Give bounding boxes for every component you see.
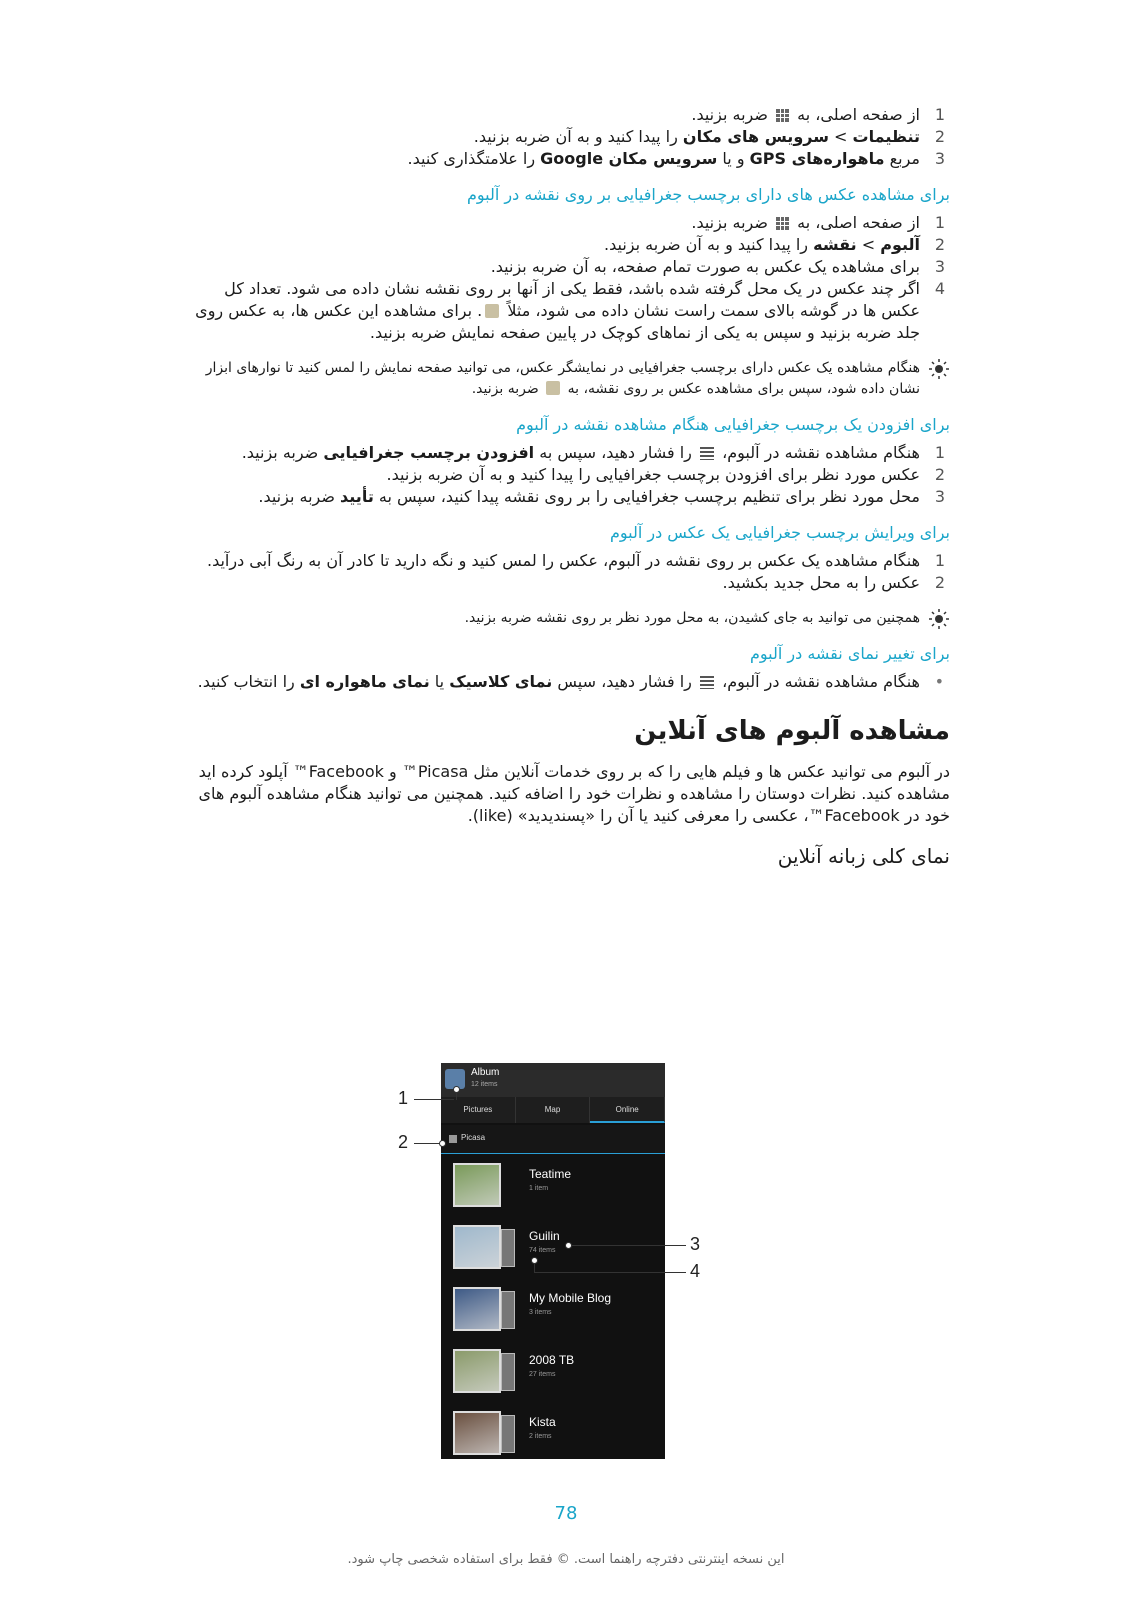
step: 1 از صفحه اصلی، به ضربه بزنید. bbox=[190, 104, 950, 126]
section-title: برای مشاهده عکس های دارای برچسب جغرافیایی بر روی نقشه در آلبوم bbox=[466, 185, 950, 204]
album-name: 2008 TB bbox=[529, 1353, 575, 1367]
album-item-count: 2 items bbox=[529, 1433, 552, 1440]
section-title: برای تغییر نمای نقشه در آلبوم bbox=[749, 644, 950, 663]
album-name: Teatime bbox=[529, 1167, 572, 1181]
step-number: 1 bbox=[934, 213, 946, 232]
step: 2 عکس را به محل جدید بکشید. bbox=[190, 572, 950, 594]
album-item-count: 1 item bbox=[529, 1185, 549, 1192]
album-thumbnail bbox=[453, 1163, 501, 1207]
step-number: 2 bbox=[934, 573, 946, 592]
step-number: 3 bbox=[934, 487, 946, 506]
service-label: Picasa bbox=[461, 1133, 486, 1142]
album-thumbnail bbox=[453, 1287, 501, 1331]
menu-icon bbox=[700, 676, 714, 689]
step: 1 هنگام مشاهده یک عکس بر روی نقشه در آلبوم، عکس را لمس کنید و نگه دارید تا کادر آن به رنگ آبی درآید. bbox=[190, 550, 950, 572]
photo-count-icon bbox=[485, 304, 499, 318]
callout-line bbox=[414, 1099, 454, 1100]
step: 3 محل مورد نظر برای تنظیم برچسب جغرافیایی را بر روی نقشه پیدا کنید، سپس به تأیید ضربه بزنید. bbox=[190, 486, 950, 508]
tip-note: هنگام مشاهده یک عکس دارای برچسب جغرافیایی در نمایشگر عکس، می توانید صفحه نمایش را لمس کنید تا نوارهای ابزار نشان داده شود، سپس برای مشاهده عکس بر روی نقشه، به ضربه بزنید. bbox=[190, 358, 950, 400]
app-grid-icon bbox=[776, 109, 789, 122]
tip-note: همچنین می توانید به جای کشیدن، به محل مورد نظر بر روی نقشه ضربه بزنید. bbox=[190, 608, 950, 629]
step: 2 عکس مورد نظر برای افزودن برچسب جغرافیایی را پیدا کنید و به آن ضربه بزنید. bbox=[190, 464, 950, 486]
step: 3 برای مشاهده یک عکس به صورت تمام صفحه، به آن ضربه بزنید. bbox=[190, 256, 950, 278]
tab-map[interactable]: Map bbox=[516, 1097, 591, 1123]
callout-number: 4 bbox=[690, 1261, 701, 1281]
album-name: Guilin bbox=[529, 1229, 560, 1243]
list-item[interactable] bbox=[441, 1155, 665, 1217]
album-thumbnail bbox=[453, 1349, 501, 1393]
tab-online[interactable]: Online bbox=[590, 1097, 665, 1123]
callout-dot bbox=[453, 1086, 460, 1093]
album-item-count: 3 items bbox=[529, 1309, 552, 1316]
section-title: برای ویرایش برچسب جغرافیایی یک عکس در آلبوم bbox=[609, 523, 950, 542]
bullet-dot: • bbox=[934, 672, 944, 691]
steps-view-map bbox=[190, 212, 950, 344]
callout-number: 2 bbox=[398, 1132, 409, 1152]
app-grid-icon bbox=[776, 217, 789, 230]
step: 1 هنگام مشاهده نقشه در آلبوم، را فشار دهید، سپس به افزودن برچسب جغرافیایی ضربه بزنید. bbox=[190, 442, 950, 464]
service-header bbox=[441, 1125, 665, 1154]
step: 1 از صفحه اصلی، به ضربه بزنید. bbox=[190, 212, 950, 234]
step-number: 2 bbox=[934, 127, 946, 146]
page-number: 78 bbox=[554, 1503, 578, 1524]
callout-number: 1 bbox=[398, 1088, 409, 1108]
album-name: Kista bbox=[529, 1415, 556, 1429]
album-thumbnail bbox=[453, 1411, 501, 1455]
tab-pictures[interactable]: Pictures bbox=[441, 1097, 516, 1123]
sub-heading: نمای کلی زبانه آنلاین bbox=[777, 844, 950, 868]
steps-add-geotag bbox=[190, 442, 950, 508]
callout-line bbox=[414, 1143, 440, 1144]
album-header bbox=[441, 1063, 665, 1097]
online-tab-screenshot bbox=[441, 1063, 665, 1459]
step-number: 4 bbox=[934, 279, 946, 298]
list-item[interactable] bbox=[441, 1341, 665, 1403]
menu-icon bbox=[700, 447, 714, 460]
step-number: 1 bbox=[934, 443, 946, 462]
map-pin-icon bbox=[546, 381, 560, 395]
step: 3 مربع ماهواره‌های GPS و یا سرویس مکان Google را علامتگذاری کنید. bbox=[190, 148, 950, 170]
album-item-count: 74 items bbox=[529, 1247, 556, 1254]
step: 4 اگر چند عکس در یک محل گرفته شده باشد، فقط یکی از آنها بر روی نقشه نشان داده می شود. تعداد کل عکس ها در گوشه بالای سمت راست نشان داده می شود، مثلاً . برای مشاهده این عکس ها، به عکس روی جلد ضربه بزنید و سپس به یکی از نماهای کوچک در پایین صفحه نمایش ضربه بزنید. bbox=[190, 278, 950, 344]
callout-line bbox=[456, 1092, 457, 1100]
step: 2 آلبوم > نقشه را پیدا کنید و به آن ضربه بزنید. bbox=[190, 234, 950, 256]
step-number: 2 bbox=[934, 235, 946, 254]
step-number: 1 bbox=[934, 105, 946, 124]
callout-line bbox=[534, 1272, 686, 1273]
lightbulb-icon bbox=[928, 608, 950, 630]
steps-location-services bbox=[190, 104, 950, 170]
album-thumbnail bbox=[453, 1225, 501, 1269]
step-number: 1 bbox=[934, 551, 946, 570]
step: 2 تنظیمات > سرویس های مکان را پیدا کنید و به آن ضربه بزنید. bbox=[190, 126, 950, 148]
step-number: 2 bbox=[934, 465, 946, 484]
step-number: 3 bbox=[934, 257, 946, 276]
callout-dot bbox=[565, 1242, 572, 1249]
footer-note: این نسخه اینترنتی دفترچه راهنما است. © فقط برای استفاده شخصی چاپ شود. bbox=[347, 1552, 785, 1567]
album-count: 12 items bbox=[471, 1081, 498, 1088]
list-item[interactable] bbox=[441, 1279, 665, 1341]
picasa-icon bbox=[449, 1135, 457, 1143]
list-item[interactable] bbox=[441, 1403, 665, 1465]
album-name: My Mobile Blog bbox=[529, 1291, 612, 1305]
list-item[interactable] bbox=[441, 1217, 665, 1279]
callout-dot bbox=[531, 1257, 538, 1264]
lightbulb-icon bbox=[928, 358, 950, 380]
step-number: 3 bbox=[934, 149, 946, 168]
album-item-count: 27 items bbox=[529, 1371, 556, 1378]
main-heading: مشاهده آلبوم های آنلاین bbox=[634, 716, 950, 746]
bullet-item: • هنگام مشاهده نقشه در آلبوم، را فشار دهید، سپس نمای کلاسیک یا نمای ماهواره ای را انتخاب کنید. bbox=[197, 672, 944, 691]
callout-dot bbox=[439, 1140, 446, 1147]
paragraph: در آلبوم می توانید عکس ها و فیلم هایی را که بر روی خدمات آنلاین مثل Picasa™ و Facebook™ آپلود کرده اید مشاهده کنید. نظرات دوستان را مشاهده و نظرات خود را اضافه کنید. همچنین می توانید هنگام مشاهده آلبوم های خود در Facebook™، عکسی را معرفی کنید یا آن را «پسندیدید» (like). bbox=[198, 762, 950, 825]
steps-edit-geotag bbox=[190, 550, 950, 594]
section-title: برای افزودن یک برچسب جغرافیایی هنگام مشاهده نقشه در آلبوم bbox=[516, 415, 950, 434]
callout-line bbox=[570, 1245, 686, 1246]
album-title: Album bbox=[471, 1067, 500, 1078]
tab-bar bbox=[441, 1097, 665, 1123]
document-body bbox=[190, 104, 950, 867]
callout-number: 3 bbox=[690, 1234, 701, 1254]
